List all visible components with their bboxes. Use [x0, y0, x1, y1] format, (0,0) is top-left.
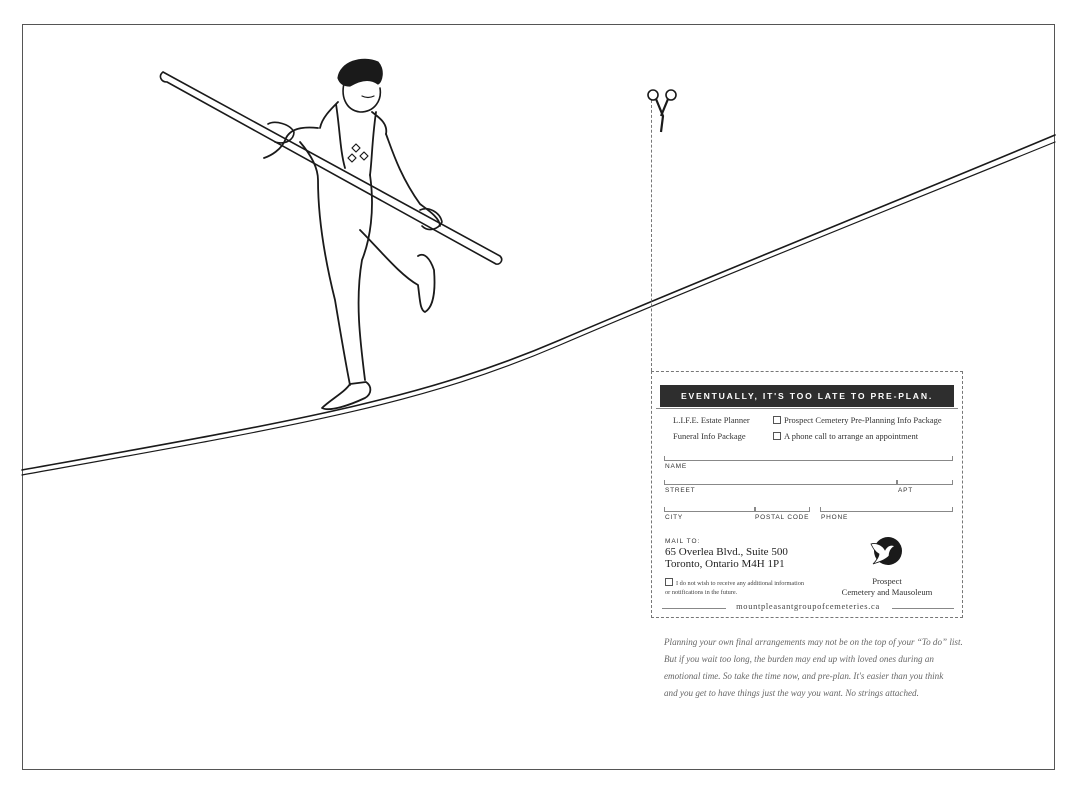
- checkbox[interactable]: [773, 432, 781, 440]
- postal-code-label: POSTAL CODE: [755, 514, 810, 521]
- brand-line-2: Cemetery and Mausoleum: [841, 587, 933, 597]
- url-rule-right: [892, 608, 954, 609]
- body-copy-line: emotional time. So take the time now, and pre-plan. It's easier than you think: [664, 671, 944, 682]
- name-label: NAME: [665, 463, 687, 470]
- option-preplanning-package[interactable]: [773, 415, 942, 425]
- coupon-headline: EVENTUALLY, IT'S TOO LATE TO PRE-PLAN.: [660, 385, 954, 407]
- checkbox[interactable]: [665, 578, 673, 586]
- body-copy-line: But if you wait too long, the burden may end up with loved ones during an: [664, 654, 934, 665]
- option-label: Funeral Info Package: [673, 431, 746, 441]
- phone-label: PHONE: [821, 514, 849, 521]
- option-phone-call[interactable]: [773, 431, 918, 441]
- headline-rule: [656, 408, 958, 409]
- url-row: [662, 603, 954, 613]
- name-field[interactable]: [664, 456, 953, 461]
- apt-field[interactable]: [897, 480, 953, 485]
- balancing-pole: [160, 72, 501, 264]
- body-copy-line: Planning your own final arrangements may not be on the top of your “To do” list.: [664, 637, 963, 647]
- option-funeral-package[interactable]: [673, 431, 746, 441]
- street-field[interactable]: [664, 480, 897, 485]
- option-estate-planner[interactable]: [673, 415, 750, 425]
- option-label: Prospect Cemetery Pre-Planning Info Package: [784, 415, 942, 425]
- option-label: L.I.F.E. Estate Planner: [673, 415, 750, 425]
- postal-code-field[interactable]: [755, 507, 810, 512]
- street-label: STREET: [665, 487, 696, 494]
- dashed-cut-line: [651, 100, 652, 371]
- reply-coupon: [651, 371, 963, 618]
- address-line-2: Toronto, Ontario M4H 1P1: [665, 558, 785, 570]
- opt-out-text: I do not wish to receive any additional information or notifications in the future.: [665, 580, 805, 596]
- city-label: CITY: [665, 514, 684, 521]
- scissors-icon: [643, 86, 683, 136]
- address-line-1: 65 Overlea Blvd., Suite 500: [665, 546, 788, 558]
- website-url[interactable]: mountpleasantgroupofcemeteries.ca: [736, 602, 880, 611]
- phone-field[interactable]: [820, 507, 953, 512]
- dove-logo-icon: [867, 532, 905, 570]
- body-copy-line: and you get to have things just the way you want. No strings attached.: [664, 688, 919, 699]
- apt-label: APT: [898, 487, 914, 494]
- option-label: A phone call to arrange an appointment: [784, 431, 919, 441]
- walker-foot: [322, 382, 370, 409]
- opt-out-checkbox-row[interactable]: [665, 578, 805, 597]
- brand-line-1: Prospect: [872, 576, 902, 586]
- body-copy: [664, 634, 964, 702]
- checkbox[interactable]: [773, 416, 781, 424]
- city-field[interactable]: [664, 507, 755, 512]
- walker-raised-leg: [360, 230, 435, 312]
- brand-name: [812, 576, 962, 598]
- mail-to-label: MAIL TO:: [665, 538, 701, 545]
